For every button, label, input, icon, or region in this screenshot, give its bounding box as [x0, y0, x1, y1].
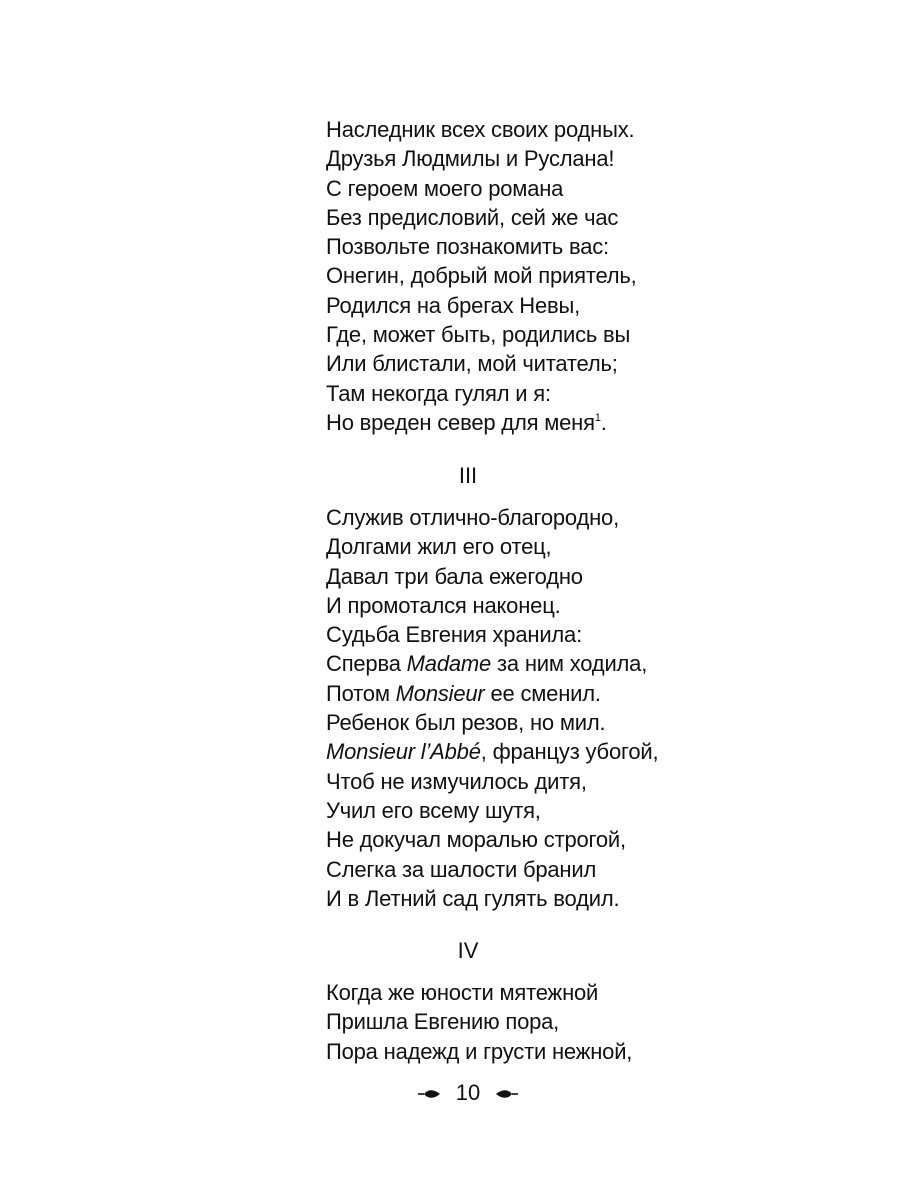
right-leaf-ornament-icon: [494, 1078, 518, 1106]
verse-text: Потом: [326, 680, 396, 706]
verse-line: Наследник всех своих родных.: [326, 117, 635, 142]
verse-line: Там некогда гулял и я:: [326, 380, 551, 406]
verse-line: Не докучал моралью строгой,: [326, 827, 626, 853]
verse-line: Служив отлично-благородно,: [326, 505, 620, 530]
verse-line: Где, может быть, родились вы: [326, 322, 631, 348]
verse-line: Позвольте познакомить вас:: [326, 234, 609, 260]
verse-text: за ним ходила,: [491, 651, 648, 677]
verse-line: Онегин, добрый мой приятель,: [326, 263, 637, 289]
verse-line: Учил его всему шутя,: [326, 797, 541, 823]
verse-line: Ребенок был резов, но мил.: [326, 710, 606, 736]
verse-line: Чтоб не измучилось дитя,: [326, 768, 587, 794]
verse-line: С героем моего романа: [326, 175, 564, 201]
verse-line: И промотался наконец.: [326, 592, 561, 618]
verse-line: Друзья Людмилы и Руслана!: [326, 146, 615, 172]
italic-word: Madame: [406, 651, 492, 677]
verse-line: [326, 679, 846, 708]
verse-text: ее сменил.: [484, 680, 601, 706]
line-punctuation: .: [600, 409, 607, 435]
verse-line: Или блистали, мой читатель;: [326, 351, 618, 377]
left-leaf-ornament-icon: [418, 1078, 442, 1106]
page-footer: [0, 1079, 900, 1108]
verse-line: Долгами жил его отец,: [326, 534, 552, 560]
verse-line-with-footnote: [326, 408, 846, 437]
verse-line: [326, 737, 846, 766]
verse-line: Пора надежд и грусти нежной,: [326, 1038, 633, 1064]
stanza-4-text: [326, 978, 846, 1066]
verse-line: Без предисловий, сей же час: [326, 204, 619, 230]
stanza-3-text: [326, 503, 846, 913]
verse-line: И в Летний сад гулять водил.: [326, 885, 620, 911]
verse-text: Но вреден север для меня: [326, 409, 595, 435]
verse-line: Судьба Евгения хранила:: [326, 622, 582, 648]
verse-text: Сперва: [326, 651, 407, 677]
verse-line: [326, 649, 846, 678]
verse-line: Пришла Евгению пора,: [326, 1009, 560, 1035]
page-number: 10: [455, 1080, 481, 1105]
verse-line: Давал три бала ежегодно: [326, 563, 583, 589]
italic-word: Monsieur l’Abbé: [326, 739, 481, 765]
verse-line: Когда же юности мятежной: [326, 980, 599, 1005]
verse-line: Слегка за шалости бранил: [326, 856, 597, 882]
footnote-mark[interactable]: 1: [594, 411, 601, 424]
stanza-number-4: IV: [457, 938, 479, 963]
stanza-number-3: III: [458, 463, 478, 488]
verse-text: , француз убогой,: [480, 739, 659, 765]
stanza-2-text: [326, 115, 846, 437]
italic-word: Monsieur: [395, 680, 485, 706]
verse-line: Родился на брегах Невы,: [326, 292, 581, 318]
